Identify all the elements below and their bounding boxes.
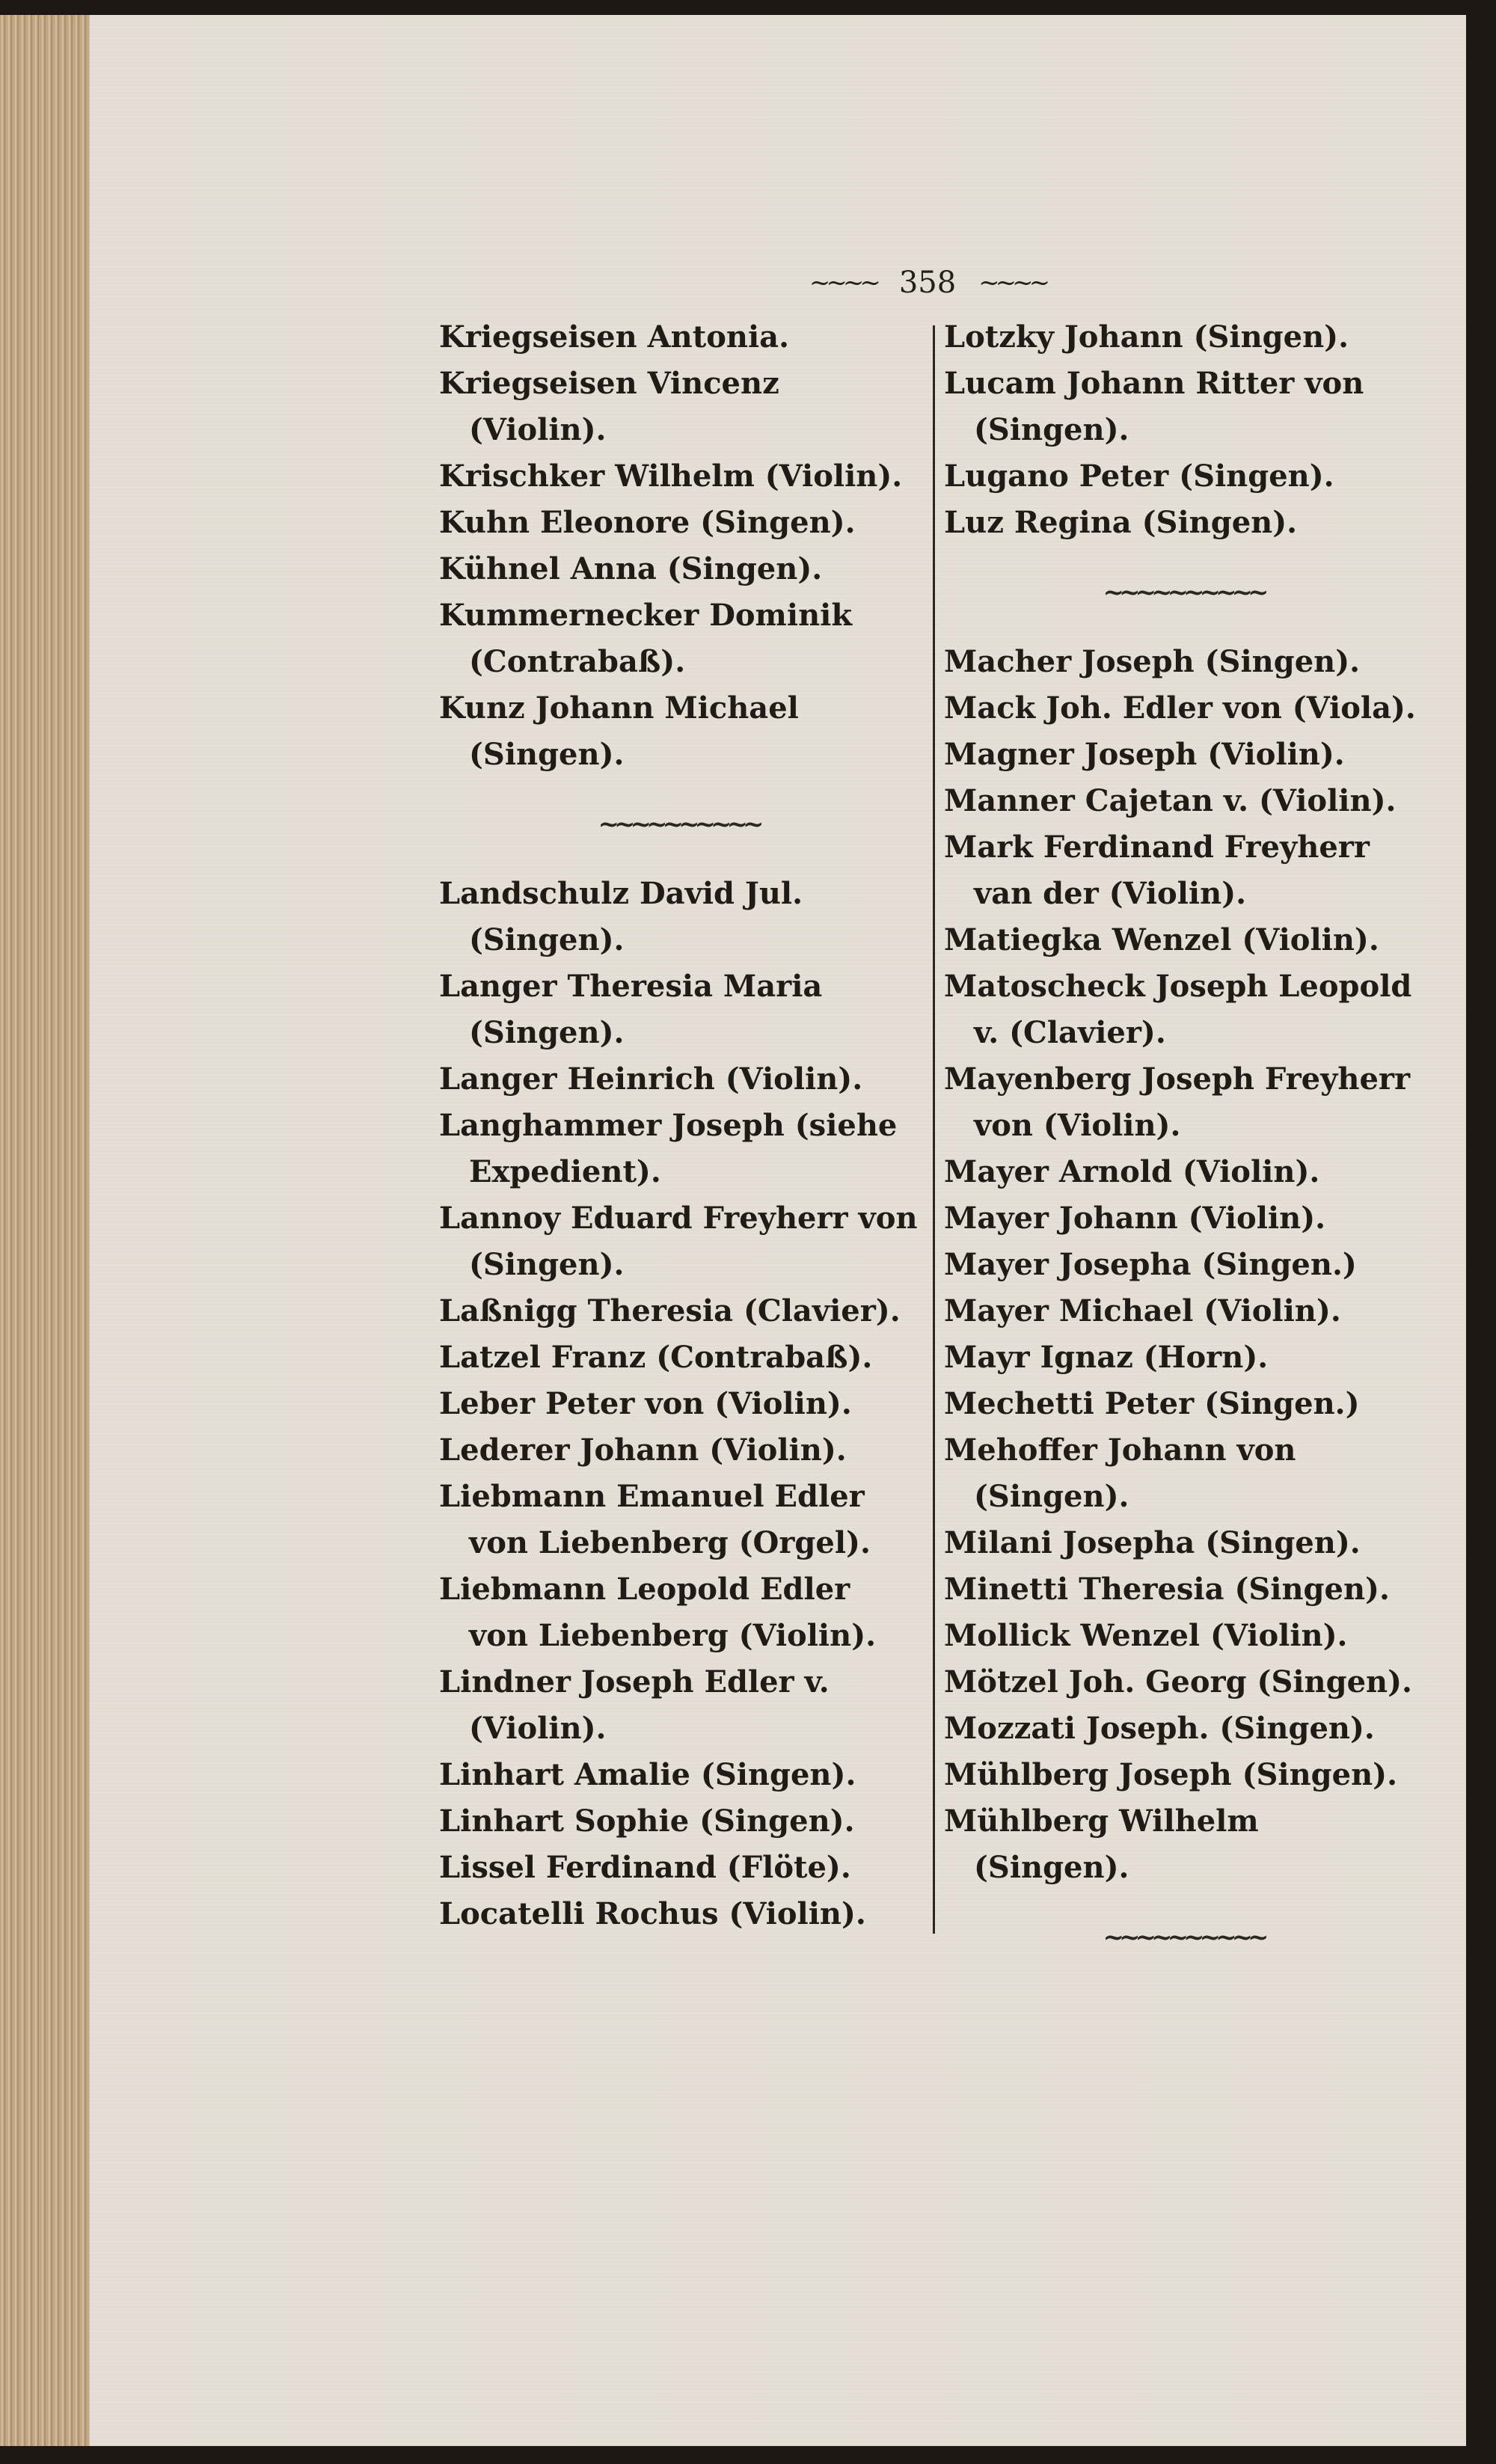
column-rule — [933, 325, 935, 1934]
list-entry: Magner Joseph (Violin). — [944, 737, 1345, 772]
list-entry: Milani Josepha (Singen). — [944, 1525, 1361, 1560]
entry-group-l — [439, 871, 918, 1937]
list-entry: Mayer Josepha (Singen.) — [944, 1247, 1357, 1282]
list-entry: Liebmann Leopold Edler von Liebenberg (Violin). — [439, 1572, 877, 1653]
list-entry: Kriegseisen Antonia. — [439, 319, 789, 355]
list-entry: Mack Joh. Edler von (Viola). — [944, 690, 1416, 726]
list-entry: Lindner Joseph Edler v. (Violin). — [439, 1664, 830, 1746]
section-divider: ~~~~~~~~~~ — [598, 809, 759, 839]
list-entry: Lugano Peter (Singen). — [944, 459, 1334, 494]
list-entry: Manner Cajetan v. (Violin). — [944, 783, 1397, 818]
list-entry: Lederer Johann (Violin). — [439, 1432, 847, 1468]
list-entry: Landschulz David Jul. (Singen). — [439, 876, 803, 957]
list-entry: Kunz Johann Michael (Singen). — [439, 690, 799, 772]
list-entry: Kuhn Eleonore (Singen). — [439, 505, 856, 540]
list-entry: Minetti Theresia (Singen). — [944, 1572, 1390, 1607]
list-entry: Matoscheck Joseph Leopold v. (Clavier). — [944, 969, 1412, 1050]
list-entry: Lucam Johann Ritter von (Singen). — [944, 366, 1364, 447]
page-number: 358 — [898, 266, 957, 300]
list-entry: Linhart Amalie (Singen). — [439, 1757, 856, 1792]
list-entry: Mühlberg Joseph (Singen). — [944, 1757, 1398, 1792]
list-entry: Kummernecker Dominik (Contrabaß). — [439, 598, 853, 679]
header-ornament-left: ~~~~ — [809, 268, 877, 298]
right-column — [944, 314, 1423, 1984]
header-ornament-right: ~~~~ — [978, 268, 1046, 298]
entry-group-k — [439, 314, 918, 778]
list-entry: Mollick Wenzel (Violin). — [944, 1618, 1348, 1653]
list-entry: Langhammer Joseph (siehe Expedient). — [439, 1108, 898, 1189]
list-entry: Mötzel Joh. Georg (Singen). — [944, 1664, 1412, 1700]
list-entry: Mayer Michael (Violin). — [944, 1293, 1341, 1328]
list-entry: Laßnigg Theresia (Clavier). — [439, 1293, 901, 1328]
list-entry: Linhart Sophie (Singen). — [439, 1803, 855, 1839]
entry-group-m — [944, 639, 1423, 1891]
list-entry: Mozzati Joseph. (Singen). — [944, 1711, 1375, 1746]
list-entry: Mechetti Peter (Singen.) — [944, 1386, 1360, 1421]
section-divider: ~~~~~~~~~~ — [1103, 577, 1264, 607]
list-entry: Mayer Arnold (Violin). — [944, 1154, 1320, 1189]
list-entry: Mark Ferdinand Freyherr van der (Violin). — [944, 830, 1370, 911]
list-entry: Lotzky Johann (Singen). — [944, 319, 1349, 355]
list-entry: Latzel Franz (Contrabaß). — [439, 1340, 873, 1375]
list-entry: Locatelli Rochus (Violin). — [439, 1896, 866, 1931]
list-entry: Mayer Johann (Violin). — [944, 1201, 1326, 1236]
list-entry: Liebmann Emanuel Edler von Liebenberg (Orgel). — [439, 1479, 871, 1560]
entry-group-l-continued — [944, 314, 1423, 546]
list-entry: Luz Regina (Singen). — [944, 505, 1298, 540]
page-header — [785, 263, 1070, 300]
book-page-edges — [0, 15, 99, 2446]
list-entry: Langer Heinrich (Violin). — [439, 1061, 863, 1097]
list-entry: Mayr Ignaz (Horn). — [944, 1340, 1269, 1375]
left-column — [439, 314, 918, 1937]
list-entry: Kriegseisen Vincenz (Violin). — [439, 366, 779, 447]
list-entry: Macher Joseph (Singen). — [944, 644, 1361, 679]
list-entry: Lannoy Eduard Freyherr von (Singen). — [439, 1201, 918, 1282]
list-entry: Langer Theresia Maria (Singen). — [439, 969, 823, 1050]
list-entry: Mehoffer Johann von (Singen). — [944, 1432, 1296, 1514]
list-entry: Mayenberg Joseph Freyherr von (Violin). — [944, 1061, 1411, 1143]
list-entry: Kühnel Anna (Singen). — [439, 551, 823, 586]
list-entry: Lissel Ferdinand (Flöte). — [439, 1850, 851, 1885]
list-entry: Matiegka Wenzel (Violin). — [944, 922, 1379, 957]
section-divider: ~~~~~~~~~~ — [1103, 1922, 1264, 1952]
list-entry: Mühlberg Wilhelm (Singen). — [944, 1803, 1259, 1885]
list-entry: Leber Peter von (Violin). — [439, 1386, 852, 1421]
list-entry: Krischker Wilhelm (Violin). — [439, 459, 903, 494]
